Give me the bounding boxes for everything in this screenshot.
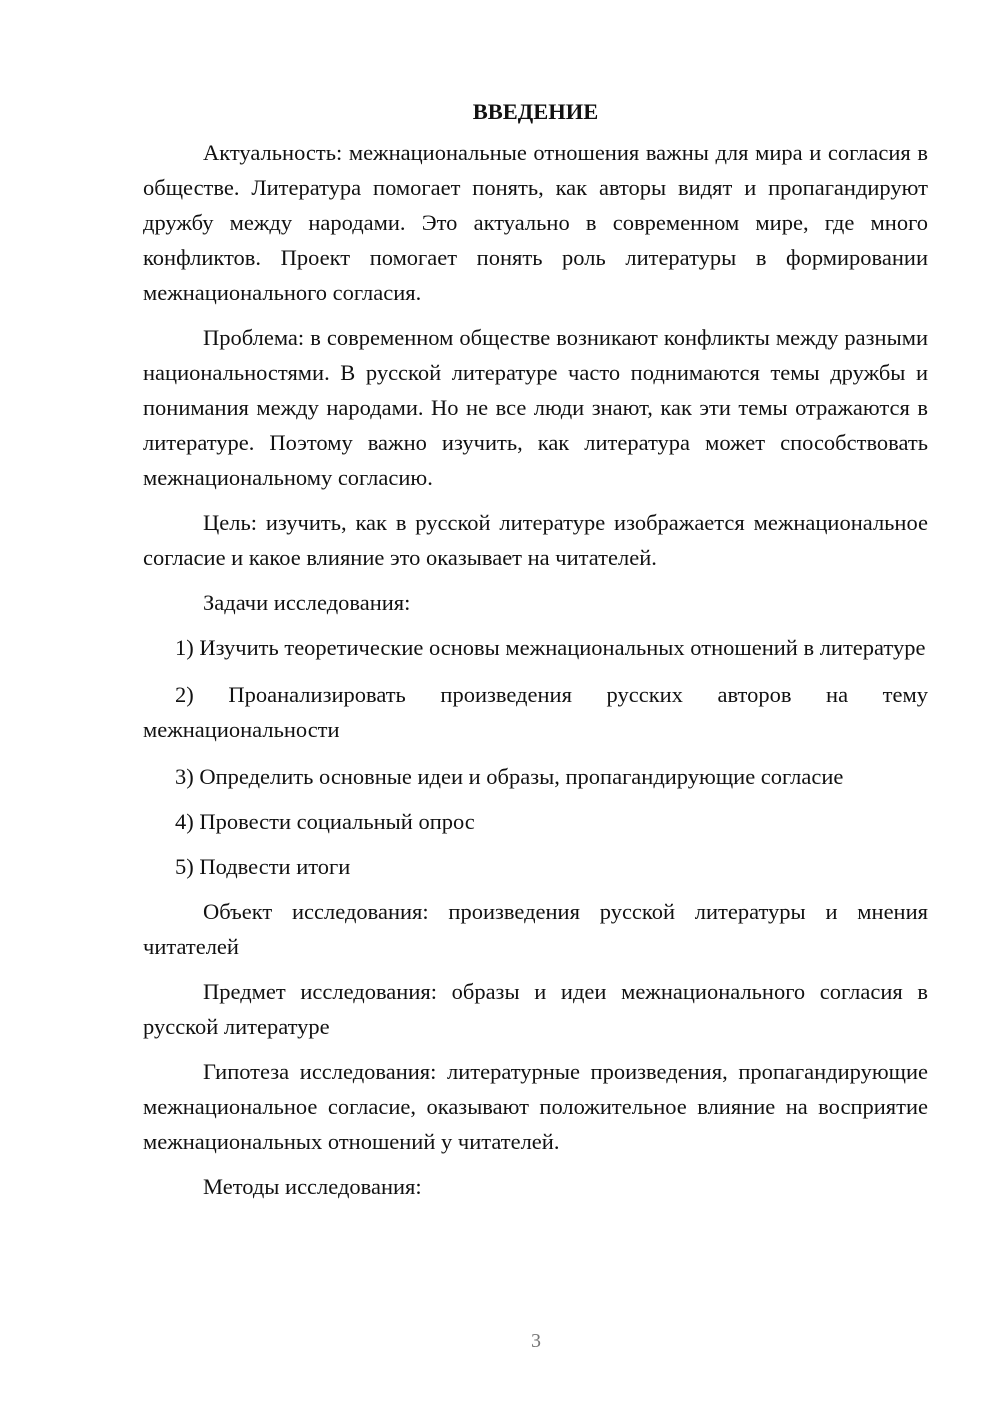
task-item-5: 5) Подвести итоги	[175, 854, 351, 879]
paragraph-goal: Цель: изучить, как в русской литературе изображается межнациональное согласие и какое влияние это оказывает на читателей.	[143, 510, 928, 570]
task-item-1: 1) Изучить теоретические основы межнациональных отношений в литературе	[175, 635, 926, 660]
methods-title: Методы исследования:	[203, 1174, 422, 1199]
paragraph-subject: Предмет исследования: образы и идеи межнационального согласия в русской литературе	[143, 979, 928, 1039]
section-heading: ВВЕДЕНИЕ	[472, 99, 599, 124]
paragraph-object: Объект исследования: произведения русской литературы и мнения читателей	[143, 899, 928, 959]
task-item-2: 2) Проанализировать произведения русских авторов на тему межнациональности	[143, 682, 928, 742]
paragraph-problem: Проблема: в современном обществе возникают конфликты между разными национальностями. В русской литературе часто поднимаются темы дружбы и понимания между народами. Но не все люди знают, как эти темы отражаются в литературе. Поэтому важно изучить, как литература может способствовать межнациональному согласию.	[143, 325, 928, 490]
tasks-title: Задачи исследования:	[203, 590, 411, 615]
task-item-4: 4) Провести социальный опрос	[175, 809, 475, 834]
paragraph-actuality: Актуальность: межнациональные отношения важны для мира и согласия в обществе. Литература помогает понять, как авторы видят и пропагандируют дружбу между народами. Это актуально в современном мире, где много конфликтов. Проект помогает понять роль литературы в формировании межнационального согласия.	[143, 140, 928, 305]
task-item-3: 3) Определить основные идеи и образы, пропагандирующие согласие	[175, 764, 844, 789]
document-body	[143, 94, 928, 1214]
page-number: 3	[531, 1330, 541, 1352]
paragraph-hypothesis: Гипотеза исследования: литературные произведения, пропагандирующие межнациональное согласие, оказывают положительное влияние на восприятие межнациональных отношений у читателей.	[143, 1059, 928, 1154]
